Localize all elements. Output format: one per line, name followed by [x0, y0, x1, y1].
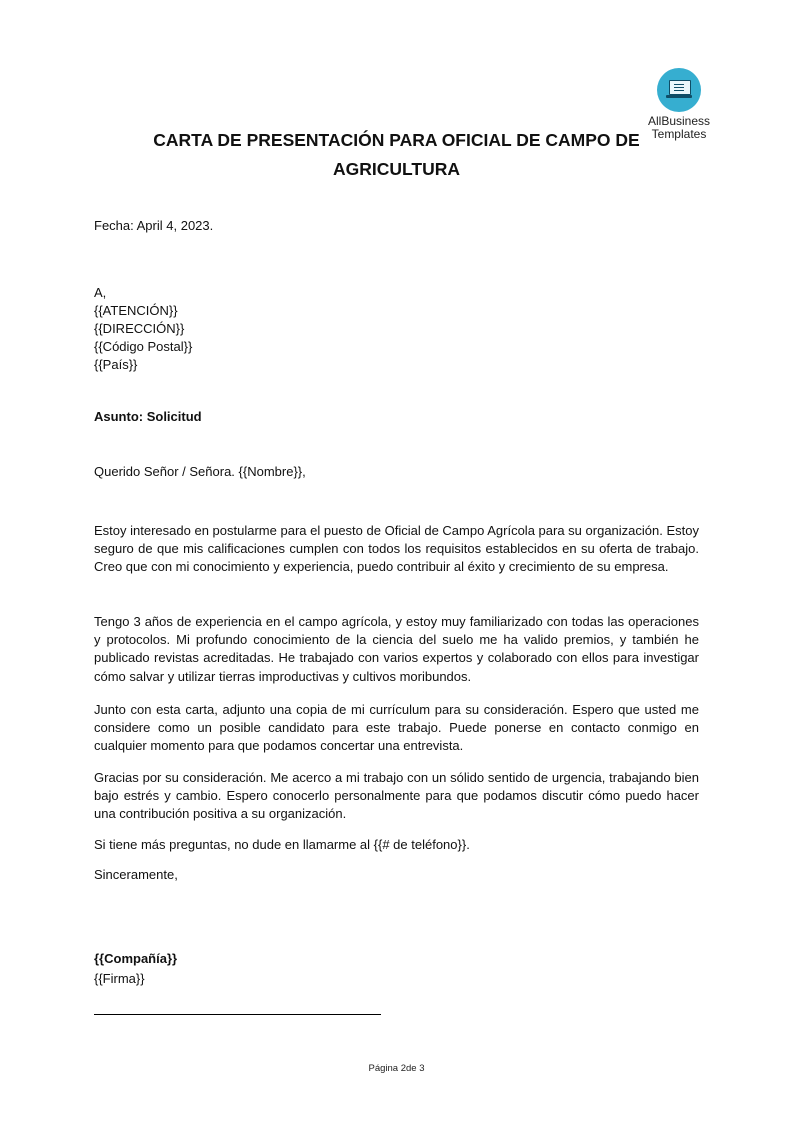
- date-line: Fecha: April 4, 2023.: [94, 218, 214, 233]
- title-line1: CARTA DE PRESENTACIÓN PARA OFICIAL DE CAMPO DE: [153, 130, 640, 150]
- recipient-attention: {{ATENCIÓN}}: [94, 303, 178, 318]
- body-paragraph-2: Tengo 3 años de experiencia en el campo agrícola, y estoy muy familiarizado con todas las operaciones y protocolos. Mi profundo conocimiento de la ciencia del suelo me ha valido premios, y también he publicado revistas acreditadas. He trabajado con varios expertos y colaborado con ellos para investigar cómo salvar y utilizar tierras improductivas y cultivos moribundos.: [94, 614, 699, 684]
- page-footer: Página 2de 3: [368, 1063, 425, 1074]
- signature-company: {{Compañía}}: [94, 951, 178, 966]
- recipient-address: {{DIRECCIÓN}}: [94, 321, 185, 336]
- body-paragraph-1: Estoy interesado en postularme para el puesto de Oficial de Campo Agrícola para su organización. Estoy seguro de que mis calificaciones cumplen con todos los requisitos establecidos en su oferta de trabajo. Creo que con mi conocimiento y experiencia, puedo contribuir al éxito y crecimiento de su empresa.: [94, 523, 699, 575]
- recipient-country: {{País}}: [94, 357, 138, 372]
- body-paragraph-3: Junto con esta carta, adjunto una copia de mi currículum para su consideración. Espero que usted me considere como un posible candidato para este trabajo. Puede ponerse en contacto conmigo en cualquier momento para que podamos concertar una entrevista.: [94, 702, 699, 754]
- logo-text-line2: Templates: [651, 127, 707, 141]
- body-paragraph-4: Gracias por su consideración. Me acerco a mi trabajo con un sólido sentido de urgencia, trabajando bien bajo estrés y cambio. Espero conocerlo personalmente para que podamos discutir cómo puedo hacer una contribución positiva a su organización.: [94, 770, 699, 822]
- closing: Sinceramente,: [94, 867, 178, 882]
- recipient-postal-code: {{Código Postal}}: [94, 339, 193, 354]
- title-line2: AGRICULTURA: [332, 159, 461, 179]
- signature-name: {{Firma}}: [94, 971, 145, 986]
- laptop-icon: [657, 68, 701, 112]
- subject-line: Asunto: Solicitud: [94, 409, 202, 424]
- greeting: Querido Señor / Señora. {{Nombre}},: [94, 464, 306, 479]
- document-title: [94, 126, 699, 184]
- signature-line: [94, 1014, 381, 1015]
- recipient-to: A,: [94, 285, 107, 300]
- body-paragraph-5: Si tiene más preguntas, no dude en llamarme al {{# de teléfono}}.: [94, 837, 470, 852]
- logo-text-line1: AllBusiness: [647, 114, 711, 128]
- recipient-block: [94, 284, 699, 374]
